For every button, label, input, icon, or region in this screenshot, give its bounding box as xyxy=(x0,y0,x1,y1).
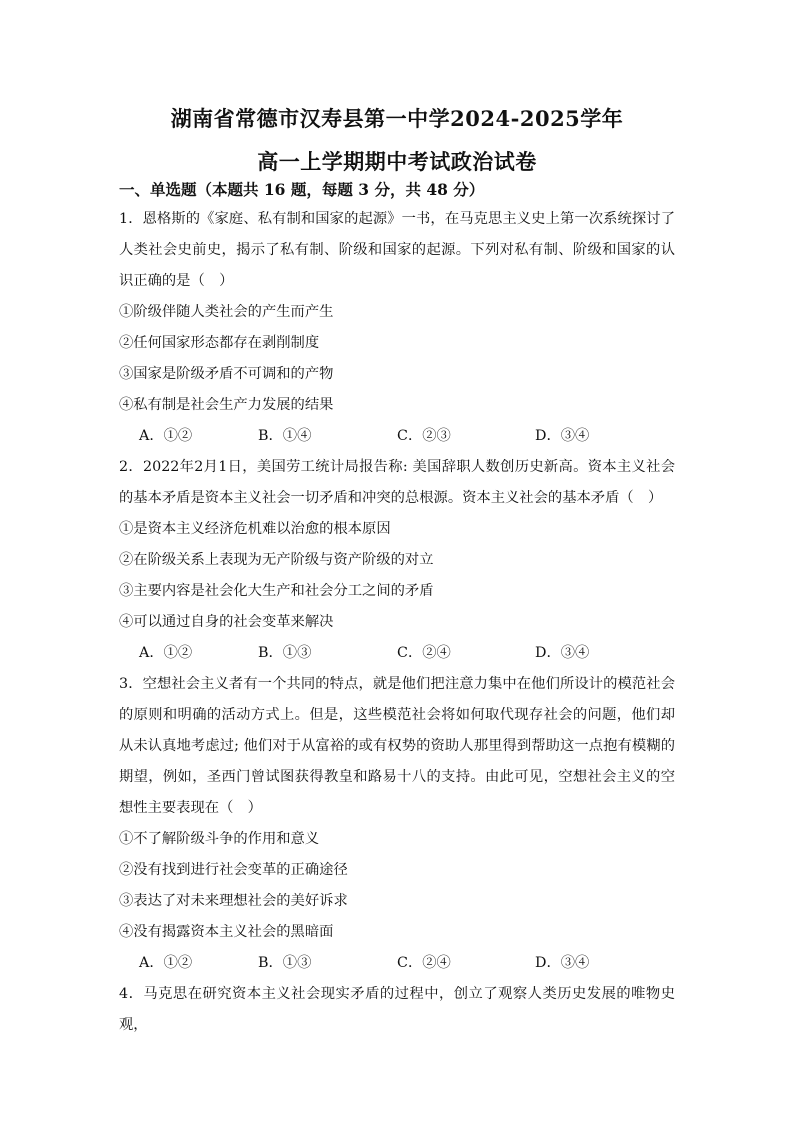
option-c: C．②④ xyxy=(397,645,451,661)
option-a: A．①② xyxy=(139,428,193,444)
statement-item: ④私有制是社会生产力发展的结果 xyxy=(119,397,334,413)
option-d: D．③④ xyxy=(535,955,590,971)
statement-item: ③主要内容是社会化大生产和社会分工之间的矛盾 xyxy=(119,583,434,599)
question-stem: 2．2022年2月1日，美国劳工统计局报告称: 美国辞职人数创历史新高。资本主义社会的基本矛盾是资本主义社会一切矛盾和冲突的总根源。资本主义社会的基本矛盾（ ） xyxy=(119,459,675,506)
question-stem: 3．空想社会主义者有一个共同的特点，就是他们把注意力集中在他们所设计的模范社会的原则和明确的活动方式上。但是，这些模范社会将如何取代现存社会的问题，他们却从未认真地考虑过; 他们对于从富裕的或有权势的资助人那里得到帮助这一点抱有模糊的期望，例如，圣西门曾试图获得教皇和路易十八的支持。由此可见，空想社会主义的空想性主要表现在（ ） xyxy=(119,676,675,816)
statement-item: ③表达了对未来理想社会的美好诉求 xyxy=(119,893,348,909)
question-1 xyxy=(119,204,675,452)
question-2 xyxy=(119,452,675,669)
answer-options xyxy=(119,638,675,669)
statement-item: ④可以通过自身的社会变革来解决 xyxy=(119,614,334,630)
statement-item: ②没有找到进行社会变革的正确途径 xyxy=(119,862,348,878)
option-b: B．①③ xyxy=(258,645,312,661)
option-c: C．②③ xyxy=(397,428,451,444)
question-4 xyxy=(119,979,675,1041)
option-a: A．①② xyxy=(139,955,193,971)
statement-item: ①不了解阶级斗争的作用和意义 xyxy=(119,831,320,847)
question-list xyxy=(119,204,675,1041)
exam-title-line2: 高一上学期期中考试政治试卷 xyxy=(257,149,537,174)
statement-item: ③国家是阶级矛盾不可调和的产物 xyxy=(119,366,334,382)
option-d: D．③④ xyxy=(535,645,590,661)
option-c: C．②④ xyxy=(397,955,451,971)
statement-item: ①阶级伴随人类社会的产生而产生 xyxy=(119,304,334,320)
question-stem: 1．恩格斯的《家庭、私有制和国家的起源》一书，在马克思主义史上第一次系统探讨了人类社会史前史，揭示了私有制、阶级和国家的起源。下列对私有制、阶级和国家的认识正确的是（ ） xyxy=(119,211,675,289)
answer-options xyxy=(119,421,675,452)
question-3 xyxy=(119,669,675,979)
option-b: B．①④ xyxy=(258,428,312,444)
statement-item: ②在阶级关系上表现为无产阶级与资产阶级的对立 xyxy=(119,552,434,568)
statement-item: ②任何国家形态都存在剥削制度 xyxy=(119,335,320,351)
statement-item: ①是资本主义经济危机难以治愈的根本原因 xyxy=(119,521,391,537)
question-stem: 4．马克思在研究资本主义社会现实矛盾的过程中，创立了观察人类历史发展的唯物史观， xyxy=(119,986,675,1033)
option-a: A．①② xyxy=(139,645,193,661)
answer-options xyxy=(119,948,675,979)
exam-title-line1: 湖南省常德市汉寿县第一中学2024-2025学年 xyxy=(170,106,624,131)
statement-item: ④没有揭露资本主义社会的黑暗面 xyxy=(119,924,334,940)
section-heading: 一、单选题（本题共 16 题，每题 3 分，共 48 分） xyxy=(119,180,485,199)
option-b: B．①③ xyxy=(258,955,312,971)
option-d: D．③④ xyxy=(535,428,590,444)
